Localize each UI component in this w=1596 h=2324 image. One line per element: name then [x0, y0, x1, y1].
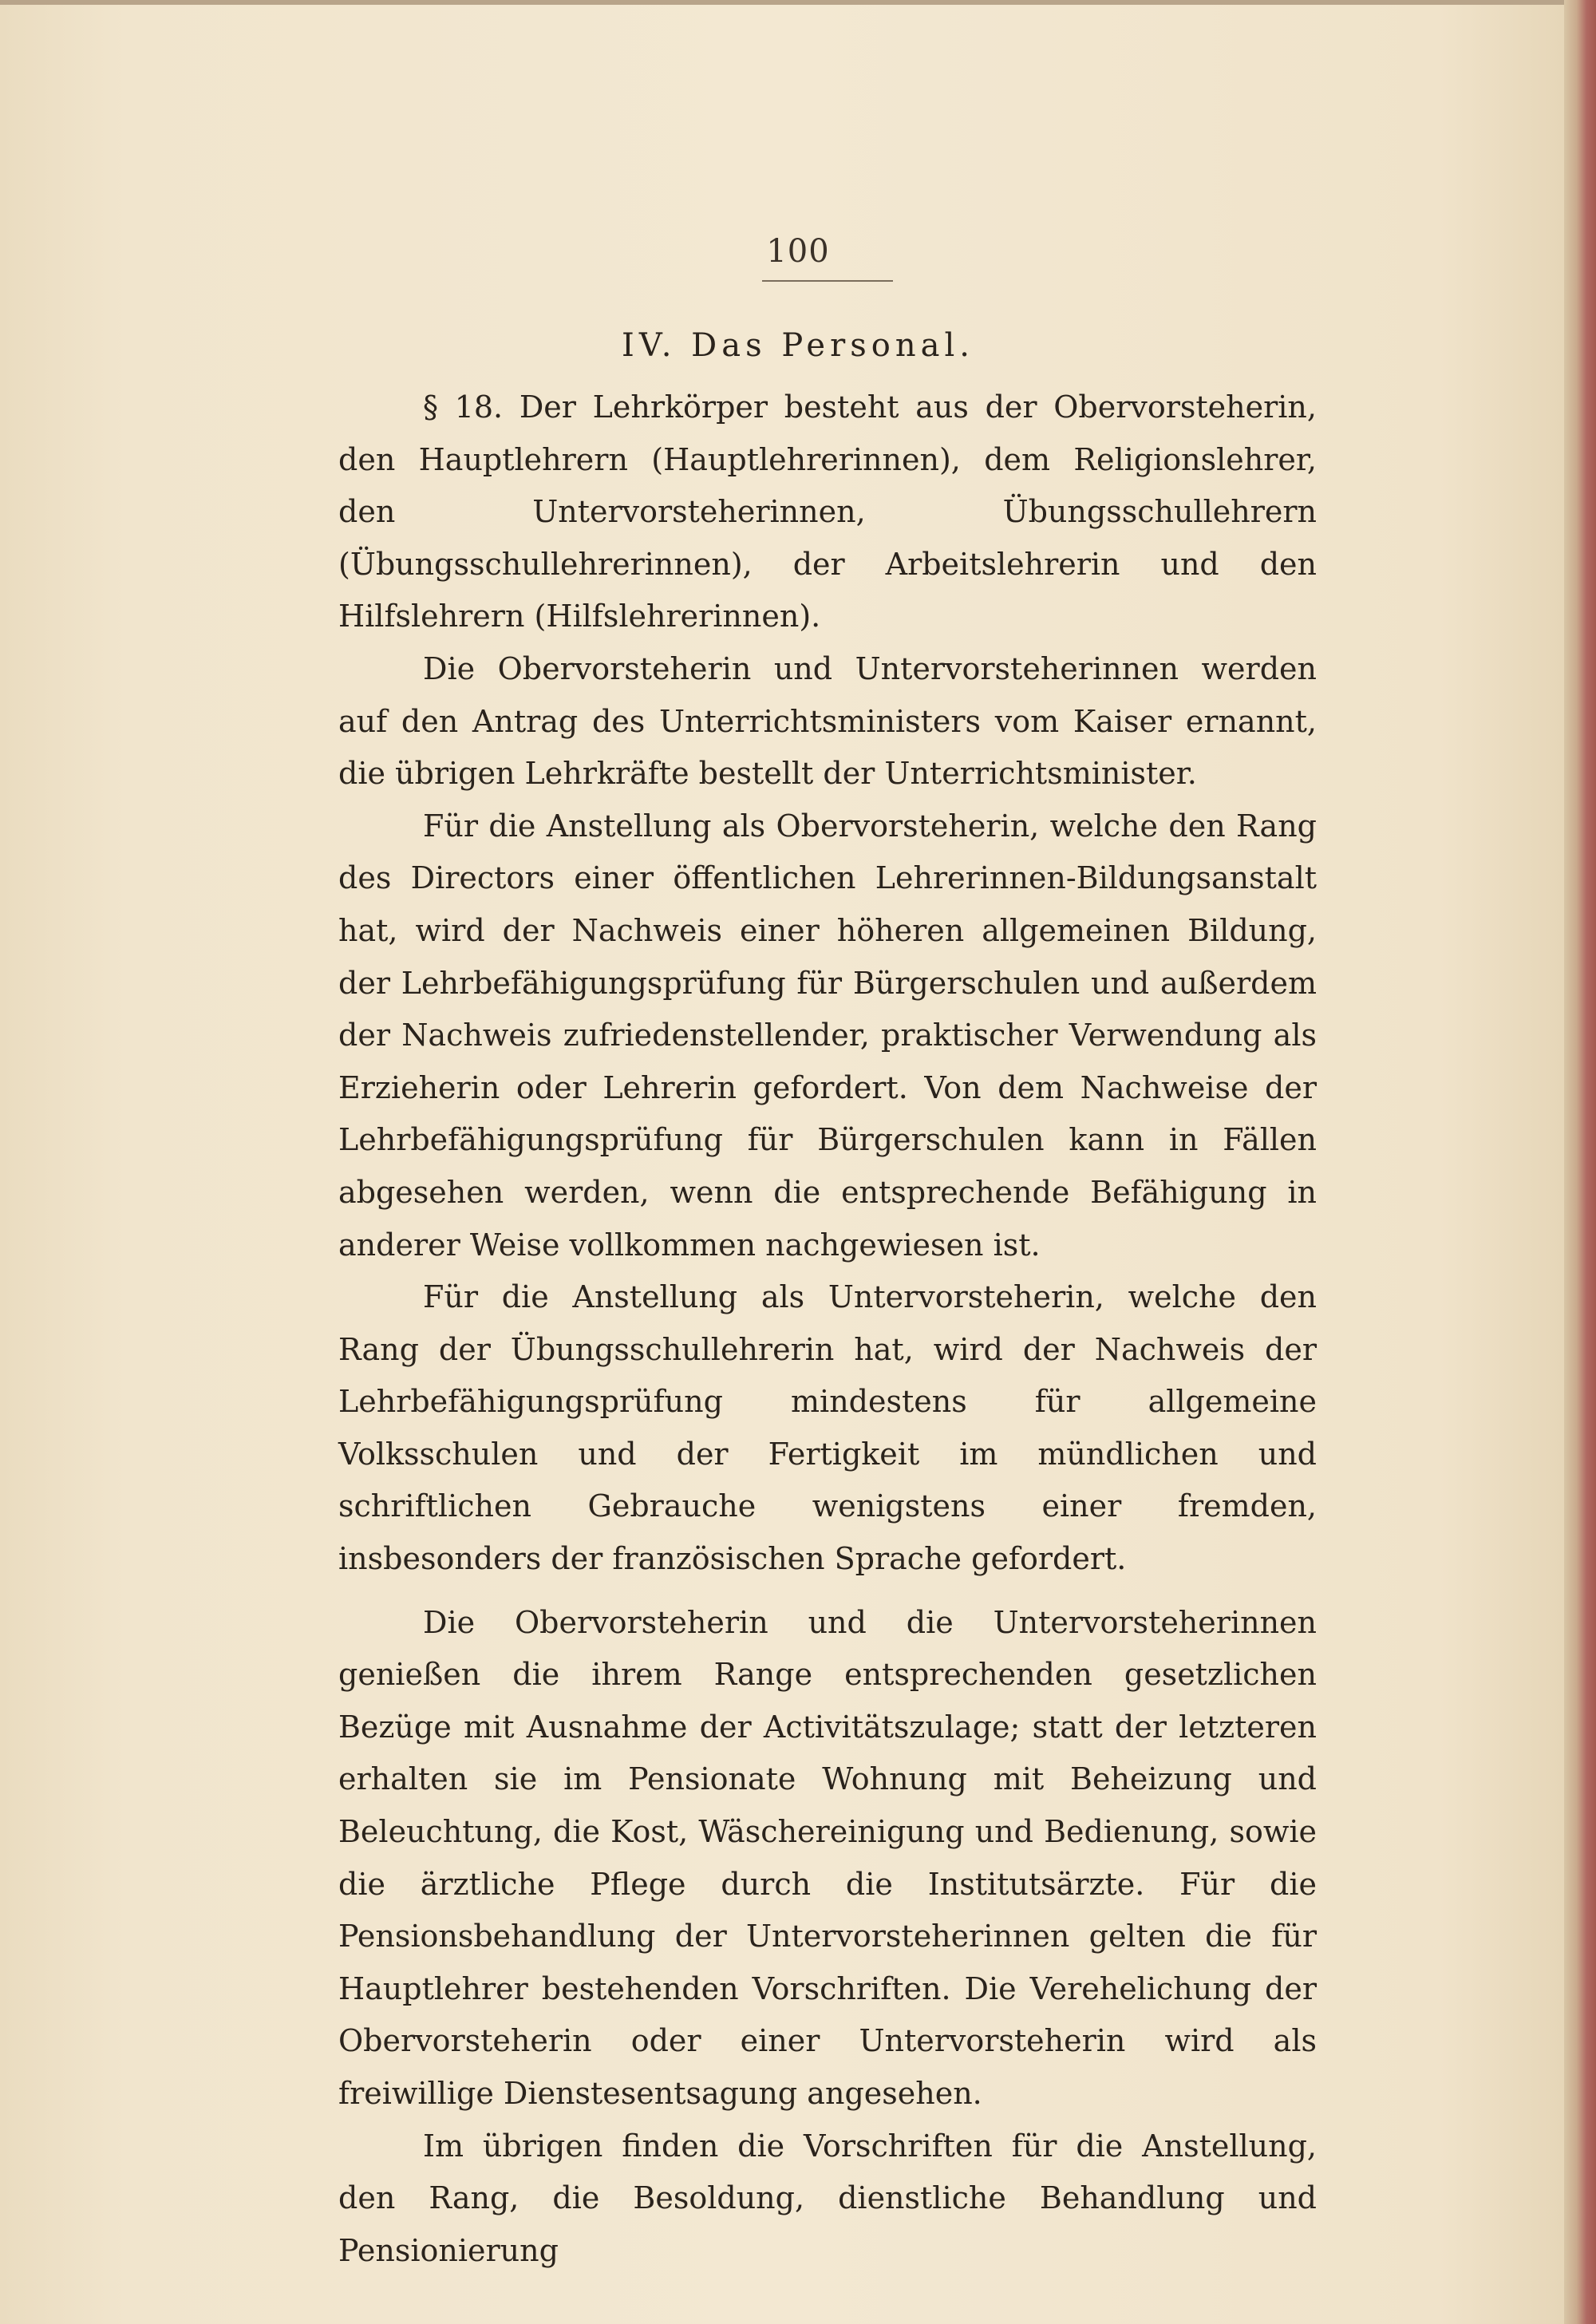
page-number-rule	[762, 280, 893, 282]
paragraph-vorschriften: Im übrigen finden die Vorschriften für die Anstellung, den Rang, die Besoldung, dienstliche Behandlung und Pensionierung	[338, 2128, 1317, 2268]
page-top-edge	[0, 0, 1596, 5]
paragraph-bezuege: Die Obervorsteherin und die Untervorsteherinnen genießen die ihrem Range entsprechenden gesetzlichen Bezüge mit Ausnahme der Activitätszulage; statt der letzteren erhalten sie im Pensionate Wohnung mit Beheizung und Beleuchtung, die Kost, Wäschereinigung und Bedienung, sowie die ärztliche Pflege durch die Institutsärzte. Für die Pensionsbehandlung der Untervorsteherinnen gelten die für Hauptlehrer bestehenden Vorschriften. Die Verehelichung der Obervorsteherin oder einer Untervorsteherin wird als freiwillige Dienstesentsagung angesehen.	[338, 1604, 1317, 2111]
paragraph-ernennung: Die Obervorsteherin und Untervorsteherinnen werden auf den Antrag des Unterrichtsministers vom Kaiser ernannt, die übrigen Lehrkräfte bestellt der Unterrichtsminister.	[338, 650, 1317, 792]
page-number: 100	[766, 233, 830, 270]
section-title: IV. Das Personal.	[622, 327, 974, 364]
paragraph-untervorsteherin: Für die Anstellung als Untervorsteherin, welche den Rang der Übungsschullehrerin hat, wird der Nachweis der Lehrbefähigungsprüfung mindestens für allgemeine Volksschulen und der Fertigkeit im mündlichen und schriftlichen Gebrauche wenigstens einer fremden, insbesonders der französischen Sprache gefordert.	[338, 1279, 1317, 1577]
body-text	[338, 381, 1317, 2277]
paragraph-obervorsteherin: Für die Anstellung als Obervorsteherin, welche den Rang des Directors einer öffentlichen Lehrerinnen-Bildungsanstalt hat, wird der Nachweis einer höheren allgemeinen Bildung, der Lehrbefähigungsprüfung für Bürgerschulen und außerdem der Nachweis zufriedenstellender, praktischer Verwendung als Erzieherin oder Lehrerin gefordert. Von dem Nachweise der Lehrbefähigungsprüfung für Bürgerschulen kann in Fällen abgesehen werden, wenn die entsprechende Befähigung in anderer Weise vollkommen nachgewiesen ist.	[338, 808, 1317, 1263]
paragraph-lehrkoerper: § 18. Der Lehrkörper besteht aus der Obervorsteherin, den Hauptlehrern (Hauptlehrerinnen), dem Religionslehrer, den Untervorsteherinnen, Übungsschullehrern (Übungsschullehrerinnen), der Arbeitslehrerin und den Hilfslehrern (Hilfslehrerinnen).	[338, 389, 1317, 634]
